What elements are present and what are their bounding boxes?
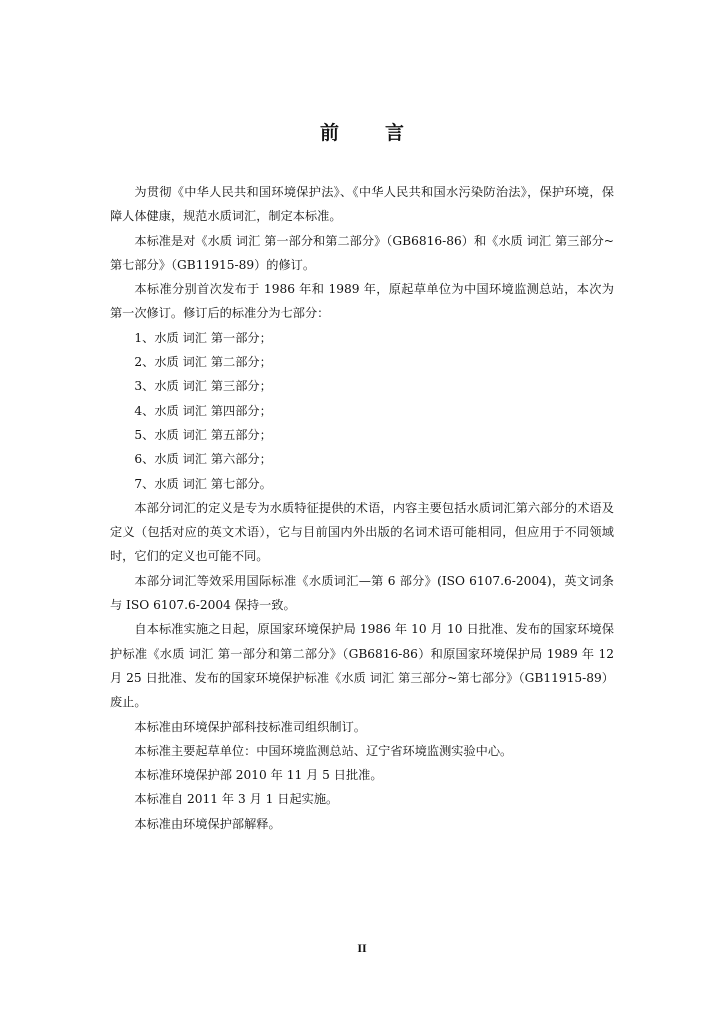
list-item: 4、水质 词汇 第四部分；: [134, 403, 272, 418]
paragraph: 本标准自 2011 年 3 月 1 日起实施。: [134, 792, 339, 807]
paragraph: 自本标准实施之日起，原国家环境保护局 1986 年 10 月 10 日批准、发布的国家环境保护标准《水质 词汇 第一部分和第二部分》（GB6816-86）和原国家环境保护局 1989 年 12 月 25 日批准、发布的国家环境保护标准《水质 词汇 第三部分~第七部分》（GB11915-89）废止。: [110, 622, 614, 710]
page-number: II: [357, 941, 367, 955]
paragraph: 本标准由环境保护部解释。: [134, 816, 281, 831]
paragraph: 本标准环境保护部 2010 年 11 月 5 日批准。: [134, 768, 383, 783]
title-char-1: 前: [319, 122, 339, 144]
paragraph: 本部分词汇等效采用国际标准《水质词汇—第 6 部分》(ISO 6107.6-2004)，英文词条与 ISO 6107.6-2004 保持一致。: [110, 573, 614, 613]
list-item: 5、水质 词汇 第五部分；: [134, 427, 272, 442]
list-item: 3、水质 词汇 第三部分；: [134, 379, 272, 394]
page-title: [0, 118, 724, 145]
paragraph: 为贯彻《中华人民共和国环境保护法》、《中华人民共和国水污染防治法》，保护环境，保障人体健康，规范水质词汇，制定本标准。: [110, 185, 614, 224]
list-item: 7、水质 词汇 第七部分。: [134, 476, 272, 491]
paragraph: 本标准主要起草单位：中国环境监测总站、辽宁省环境监测实验中心。: [134, 743, 513, 758]
paragraph: 本标准由环境保护部科技标准司组织制订。: [134, 719, 366, 734]
list-item: 6、水质 词汇 第六部分；: [134, 452, 272, 467]
paragraph: 本部分词汇的定义是专为水质特征提供的术语，内容主要包括水质词汇第六部分的术语及定义（包括对应的英文术语），它与目前国内外出版的名词术语可能相同，但应用于不同领域时，它们的定义也可能不同。: [110, 500, 614, 564]
paragraph: 本标准是对《水质 词汇 第一部分和第二部分》（GB6816-86）和《水质 词汇 第三部分~第七部分》（GB11915-89）的修订。: [110, 233, 614, 272]
list-item: 2、水质 词汇 第二部分；: [134, 355, 272, 370]
document-body: [110, 180, 614, 836]
paragraph: 本标准分别首次发布于 1986 年和 1989 年，原起草单位为中国环境监测总站，本次为第一次修订。修订后的标准分为七部分：: [110, 282, 614, 321]
title-char-2: 言: [385, 122, 405, 144]
list-item: 1、水质 词汇 第一部分；: [134, 330, 272, 345]
